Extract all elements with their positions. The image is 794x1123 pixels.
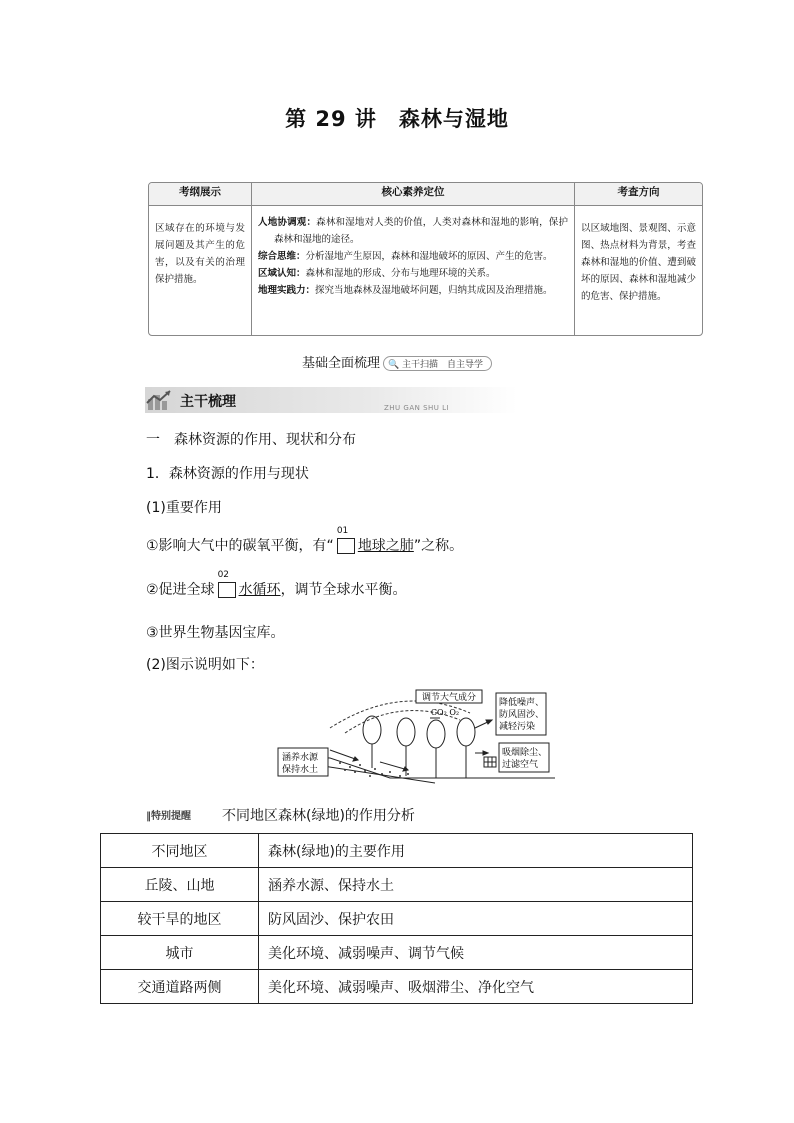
forest-function-table — [100, 833, 693, 1004]
syllabus-header-2: 核心素养定位 — [252, 183, 575, 206]
heading-2: 1．森林资源的作用与现状 — [146, 466, 309, 482]
core-item: 区域认知：森林和湿地的形成、分布与地理环境的关系。 — [258, 268, 496, 279]
item-1: ①影响大气中的碳氧平衡，有“ 01 地球之肺”之称。 — [146, 526, 464, 554]
table-cell: 美化环境、减弱噪声、调节气候 — [259, 936, 693, 970]
diagram-label-right1: 防风固沙、 — [499, 710, 545, 720]
answer-text: 地球之肺 — [357, 538, 414, 554]
tip-label: ‖特别提醒 — [146, 811, 191, 822]
page-title: 第 29 讲 森林与湿地 — [285, 107, 509, 131]
table-row — [101, 834, 693, 868]
table-cell: 交通道路两侧 — [101, 970, 259, 1004]
diagram-label-right1: 减轻污染 — [499, 722, 536, 732]
forest-function-diagram — [270, 688, 560, 790]
item-3: ③世界生物基因宝库。 — [146, 625, 285, 641]
table-row — [101, 868, 693, 902]
band-title: 主干梳理 — [180, 394, 236, 410]
diagram-label-atmosphere: 调节大气成分 — [421, 693, 477, 703]
answer-text: 水循环 — [238, 582, 281, 598]
table-row — [101, 902, 693, 936]
band-subtitle: ZHU GAN SHU LI — [384, 404, 450, 412]
table-cell: 较干旱的地区 — [101, 902, 259, 936]
section-tag: 🔍 主干扫描 自主导学 — [383, 356, 492, 371]
diagram-label-right1: 降低噪声、 — [499, 698, 545, 708]
syllabus-core-competencies — [252, 206, 575, 336]
core-item: 人地协调观：森林和湿地对人类的价值，人类对森林和湿地的影响，保护森林和湿地的途径。 — [258, 217, 568, 245]
core-item: 地理实践力：探究当地森林及湿地破坏问题，归纳其成因及治理措施。 — [258, 285, 553, 296]
syllabus-outline: 区域存在的环境与发展问题及其产生的危害，以及有关的治理保护措施。 — [149, 206, 252, 336]
table-cell: 不同地区 — [101, 834, 259, 868]
diagram-label-right2: 过滤空气 — [502, 760, 539, 770]
table-cell: 森林(绿地)的主要作用 — [259, 834, 693, 868]
table-row — [101, 936, 693, 970]
table-cell: 城市 — [101, 936, 259, 970]
answer-blank: 01 — [337, 538, 355, 554]
paragraph-2: (2)图示说明如下： — [146, 657, 264, 673]
trend-chart-icon — [146, 389, 172, 411]
diagram-label-right2: 吸烟除尘、 — [502, 748, 548, 758]
core-item: 综合思维：分析湿地产生原因，森林和湿地破坏的原因、产生的危害。 — [258, 251, 553, 262]
section-heading: 基础全面梳理 🔍 主干扫描 自主导学 — [0, 352, 794, 371]
table-cell: 防风固沙、保护农田 — [259, 902, 693, 936]
heading-1: 一 森林资源的作用、现状和分布 — [146, 432, 356, 448]
diagram-label-gases: CO₂ O₂ — [430, 708, 460, 717]
syllabus-table — [148, 182, 703, 336]
table-cell: 涵养水源、保持水土 — [259, 868, 693, 902]
item-2: ②促进全球 02 水循环，调节全球水平衡。 — [146, 570, 407, 598]
diagram-label-left: 保持水土 — [282, 765, 319, 775]
table-cell: 美化环境、减弱噪声、吸烟滞尘、净化空气 — [259, 970, 693, 1004]
syllabus-header-3: 考查方向 — [575, 183, 703, 206]
table-cell: 丘陵、山地 — [101, 868, 259, 902]
diagram-label-left: 涵养水源 — [282, 753, 319, 763]
tip-text: 不同地区森林(绿地)的作用分析 — [222, 808, 415, 824]
table-row — [101, 970, 693, 1004]
syllabus-exam-direction: 以区域地图、景观图、示意图、热点材料为背景，考查森林和湿地的价值、遭到破坏的原因、森林和湿地减少的危害、保护措施。 — [581, 223, 696, 302]
syllabus-header-1: 考纲展示 — [149, 183, 252, 206]
paragraph-1: (1)重要作用 — [146, 500, 222, 516]
answer-blank: 02 — [218, 582, 236, 598]
